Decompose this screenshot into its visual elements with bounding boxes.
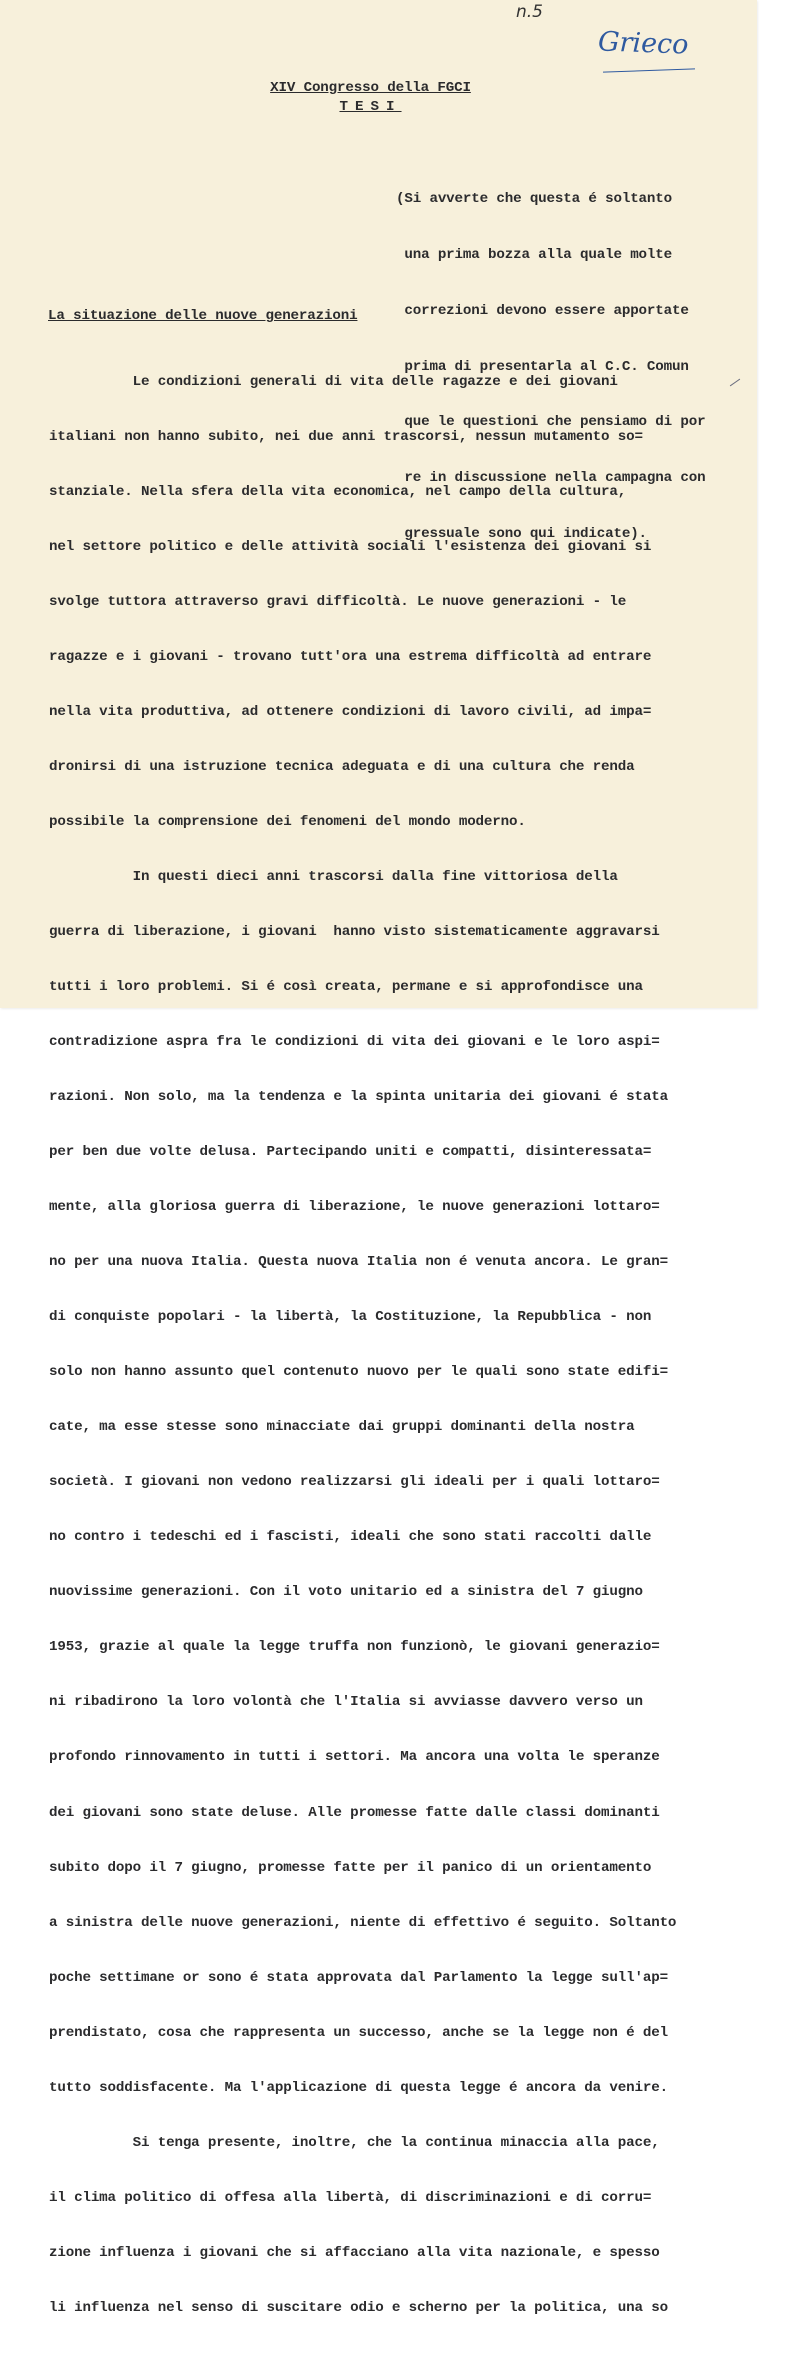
body-line: nel settore politico e delle attività sociali l'esistenza dei giovani si [49, 538, 652, 555]
document-subtitle-text: TESI [339, 99, 402, 115]
body-line: no contro i tedeschi ed i fascisti, ideali che sono stati raccolti dalle [49, 1529, 652, 1546]
document-title-text: XIV Congresso della FGCI [270, 80, 471, 96]
body-line: stanziale. Nella sfera della vita economica, nel campo della cultura, [49, 483, 627, 500]
body-line: di conquiste popolari - la libertà, la Costituzione, la Repubblica - non [49, 1309, 652, 1326]
body-line: ni ribadirono la loro volontà che l'Italia si avviasse davvero verso un [49, 1694, 643, 1711]
body-line: tutti i loro problemi. Si é così creata, permane e si approfondisce una [49, 979, 643, 996]
note-line: que le questioni che pensiamo di por [396, 414, 706, 431]
body-line: cate, ma esse stesse sono minacciate dai gruppi dominanti della nostra [49, 1419, 635, 1436]
body-line: a sinistra delle nuove generazioni, niente di effettivo é seguito. Soltanto [49, 1914, 677, 1931]
body-line: razioni. Non solo, ma la tendenza e la spinta unitaria dei giovani é stata [49, 1089, 668, 1106]
document-title [0, 80, 749, 96]
pencil-mark [730, 379, 740, 387]
body-line: possibile la comprensione dei fenomeni del mondo moderno. [49, 813, 526, 830]
body-line: In questi dieci anni trascorsi dalla fine vittoriosa della [49, 868, 618, 885]
body-line: li influenza nel senso di suscitare odio e scherno per la politica, una so [49, 2299, 668, 2316]
body-line: società. I giovani non vedono realizzarsi gli ideali per i quali lottaro= [49, 1474, 660, 1491]
body-line: prendistato, cosa che rappresenta un successo, anche se la legge non é del [49, 2024, 668, 2041]
document-subtitle [0, 99, 749, 115]
note-line: gressuale sono qui indicate). [396, 525, 647, 542]
note-line: correzioni devono essere apportate [396, 302, 689, 319]
body-line: italiani non hanno subito, nei due anni trascorsi, nessun mutamento so= [49, 428, 643, 445]
body-line: Le condizioni generali di vita delle ragazze e dei giovani [49, 373, 618, 390]
body-line: dei giovani sono state deluse. Alle promesse fatte dalle classi dominanti [49, 1804, 660, 1821]
body-line: poche settimane or sono é stata approvata dal Parlamento la legge sull'ap= [49, 1969, 668, 1986]
note-line: (Si avverte che questa é soltanto [396, 191, 673, 208]
body-line: tutto soddisfacente. Ma l'applicazione di questa legge é ancora da venire. [49, 2079, 668, 2096]
body-line: Si tenga presente, inoltre, che la continua minaccia alla pace, [49, 2134, 660, 2151]
body-line: dronirsi di una istruzione tecnica adeguata e di una cultura che renda [49, 758, 635, 775]
body-line: mente, alla gloriosa guerra di liberazione, le nuove generazioni lottaro= [49, 1199, 660, 1216]
handwritten-signature: Grieco [597, 26, 689, 61]
note-line: re in discussione nella campagna con [396, 470, 706, 487]
body-line: subito dopo il 7 giugno, promesse fatte per il panico di un orientamento [49, 1859, 652, 1876]
body-line: per ben due volte delusa. Partecipando uniti e compatti, disinteressata= [49, 1144, 652, 1161]
section-title: La situazione delle nuove generazioni [48, 308, 358, 324]
body-line: zione influenza i giovani che si affacciano alla vita nazionale, e spesso [49, 2244, 660, 2261]
note-line: prima di presentarla al C.C. Comun [396, 358, 689, 375]
body-line: no per una nuova Italia. Questa nuova Italia non é venuta ancora. Le gran= [49, 1254, 668, 1271]
body-line: 1953, grazie al quale la legge truffa non funzionò, le giovani generazio= [49, 1639, 660, 1656]
archive-number: n.5 [516, 2, 543, 22]
body-text [49, 336, 676, 2354]
body-line: ragazze e i giovani - trovano tutt'ora una estrema difficoltà ad entrare [49, 648, 652, 665]
body-line: svolge tuttora attraverso gravi difficoltà. Le nuove generazioni - le [49, 593, 627, 610]
body-line: guerra di liberazione, i giovani hanno visto sistematicamente aggravarsi [49, 924, 660, 940]
body-line: solo non hanno assunto quel contenuto nuovo per le quali sono state edifi= [49, 1364, 668, 1381]
body-line: nuovissime generazioni. Con il voto unitario ed a sinistra del 7 giugno [49, 1584, 643, 1601]
body-line: il clima politico di offesa alla libertà, di discriminazioni e di corru= [49, 2189, 652, 2206]
body-line: nella vita produttiva, ad ottenere condizioni di lavoro civili, ad impa= [49, 703, 652, 720]
note-line: una prima bozza alla quale molte [396, 246, 673, 263]
body-line: contradizione aspra fra le condizioni di vita dei giovani e le loro aspi= [49, 1034, 660, 1051]
signature-underline [603, 68, 695, 72]
body-line: profondo rinnovamento in tutti i settori. Ma ancora una volta le speranze [49, 1749, 660, 1766]
